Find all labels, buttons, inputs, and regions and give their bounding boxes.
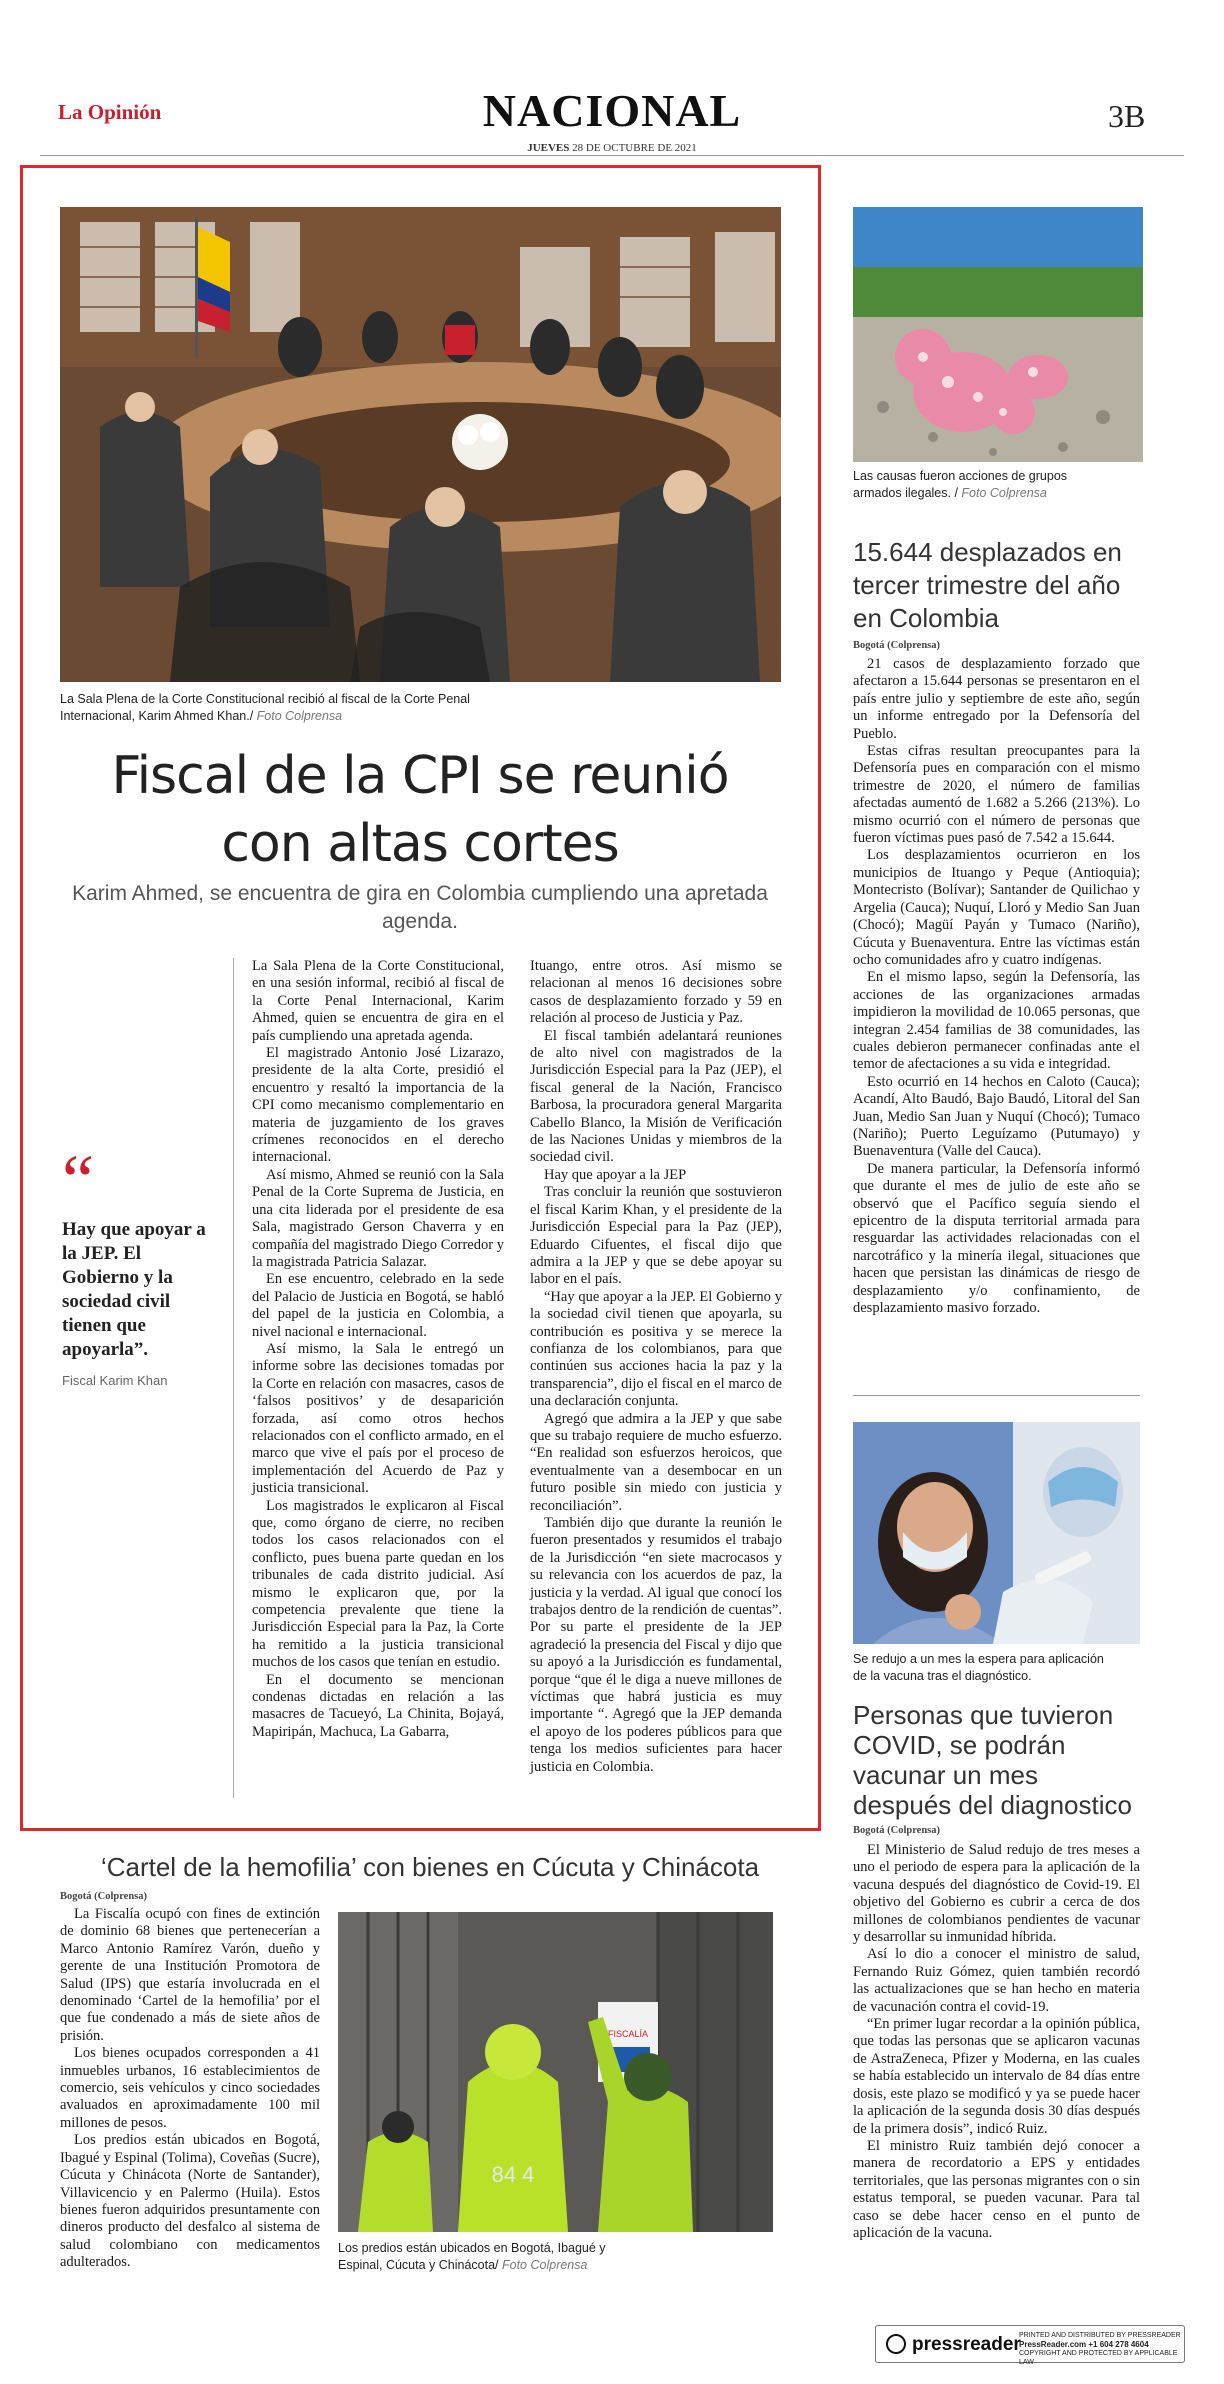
main-col2-p3: Tras concluir la reunión que sostuvieron el fiscal Karim Khan, y el presidente de la Jurisdicción Especial para la Paz (JEP), Eduardo Cifuentes, el fiscal dijo que admira a la JEP y que se debe apoyar su labor en el país. (530, 1184, 782, 1288)
main-col2-p5: Agregó que admira a la JEP y que sabe que su trabajo requiere de mucho esfuerzo. “En realidad son esfuerzos heroicos, que eventualmente van a desembocar en un futuro posible sin miedo con justicia y reconciliación”. (530, 1410, 782, 1514)
main-col1-p4: En ese encuentro, celebrado en la sede del Palacio de Justicia en Bogotá, se habló del papel de la justicia en Colombia, a nivel nacional e internacional. (252, 1271, 504, 1340)
hemofilia-headline: ‘Cartel de la hemofilia’ con bienes en Cúcuta y Chinácota (100, 1852, 760, 1882)
covid-p2: Así lo dio a conocer el ministro de salud, Fernando Ruiz Gómez, quien también recordó las actualizaciones que se han hecho en materia de vacunación contra el covid-19. (853, 1946, 1140, 2015)
police-caption-line1: Los predios están ubicados en Bogotá, Ibagué y (338, 2241, 606, 2255)
police-photo-credit: Foto Colprensa (502, 2258, 588, 2272)
pull-quote-author: Fiscal Karim Khan (62, 1373, 168, 1388)
displaced-p1: 21 casos de desplazamiento forzado que afectaron a 15.644 personas se presentaron en el país entre julio y septiembre de este año, según un informe entregado por la Defensoría del Pueblo. (853, 656, 1140, 742)
main-col2-p1: Ituango, entre otros. Así mismo se relacionan al menos 16 decisiones sobre casos de desplazamiento forzado y 59 en relación al proceso de Justicia y Paz. (530, 958, 782, 1027)
hemofilia-dateline: Bogotá (Colprensa) (60, 1891, 148, 1902)
court-meeting-photo (60, 207, 781, 682)
main-article-col2 (530, 958, 782, 1776)
pressreader-logo-icon (886, 2334, 906, 2354)
main-col2-subhead: Hay que apoyar a la JEP (544, 1166, 687, 1183)
quote-mark-icon: “ (62, 1140, 94, 1220)
vest-number-text: 84 4 (491, 2162, 535, 2187)
displaced-photo-credit: Foto Colprensa (961, 486, 1047, 500)
covid-p3: “En primer lugar recordar a la opinión pública, que todas las personas que se aplicaron vacunas de AstraZeneca, Pfizer y Moderna, en las cuales se había establecido un intervalo de 84 días entre dosis, este plazo se modificó y ya se puede hacer la aplicación de la segunda dosis 30 días después de la primera dosis”, indicó Ruiz. (853, 2016, 1140, 2137)
issue-date-day: JUEVES (527, 142, 570, 154)
hemofilia-body (60, 1906, 320, 2272)
police-photo (338, 1912, 773, 2232)
main-col1-p3: Así mismo, Ahmed se reunió con la Sala Penal de la Corte Suprema de Justicia, en una cita liderada por el presidente de esa Sala, magistrado Gerson Chaverra y en compañía del magistrado Diego Corredor y la magistrada Patricia Salazar. (252, 1166, 504, 1270)
main-col1-p1: La Sala Plena de la Corte Constitucional, en una sesión informal, recibió al fiscal de la Corte Penal Internacional, Karim Ahmed, quien se encuentra de gira en el país cumpliendo una apretada agenda. (252, 958, 504, 1044)
main-headline-line2: con altas cortes (221, 814, 619, 874)
police-photo-caption (338, 2240, 658, 2274)
header-rule (40, 155, 1184, 156)
section-title: NACIONAL (482, 85, 742, 136)
issue-date (0, 142, 1224, 154)
main-col2-p2: El fiscal también adelantará reuniones de alto nivel con magistrados de la Jurisdicción Especial para la Paz (JEP), el fiscal general de la Nación, Francisco Barbosa, la procuradora general Margarita Cabello Blanco, la Misión de Verificación de las Naciones Unidas y miembros de la sociedad civil. (530, 1027, 782, 1166)
newspaper-logo: La Opinión (58, 100, 162, 124)
covid-dateline: Bogotá (Colprensa) (853, 1825, 941, 1836)
main-col1-p2: El magistrado Antonio José Lizarazo, presidente de la alta Corte, presidió el encuentro y resaltó la importancia de la CPI como mecanismo complementario en materia de juzgamiento de los graves crímenes reconocidos en el derecho internacional. (252, 1045, 504, 1166)
vaccine-photo (853, 1422, 1140, 1644)
police-caption-line2: Espinal, Cúcuta y Chinácota/ (338, 2258, 499, 2272)
displaced-headline: 15.644 desplazados en tercer trimestre del año en Colombia (853, 537, 1122, 633)
displaced-body (853, 656, 1140, 1317)
police-caption-line2-wrap (338, 2257, 658, 2274)
pressreader-line2: PressReader.com +1 604 278 4604 (1019, 2340, 1149, 2349)
covid-p4: El ministro Ruiz también dejó conocer a manera de recordatorio a EPS y entidades territoriales, que las personas migrantes con o sin estatus temporal, se pueden vacunar. Para tal caso se debe hacer censo en el punto de aplicación de la vacuna. (853, 2137, 1140, 2241)
main-col1-p5: Así mismo, la Sala le entregó un informe sobre las decisiones tomadas por la Corte en relación con masacres, casos de ‘falsos positivos’ y de desaparición forzada, así como otros hechos relacionados con el conflicto armado, en el marco que vive el país por el proceso de implementación del Acuerdo de Paz y justicia transicional. (252, 1340, 504, 1497)
displaced-p3: Los desplazamientos ocurrieron en los municipios de Ituango y Peque (Antioquia); Montecristo (Bolívar); Santander de Quilichao y Argelia (Cauca); Nuquí, Lloró y Medio San Juan (Chocó); Magüí Payán y Tumaco (Nariño), Cúcuta y Buenaventura. Entre las víctimas están ocho comunidades afro y cuatro indígenas. (853, 847, 1140, 968)
covid-p1: El Ministerio de Salud redujo de tres meses a uno el periodo de espera para la aplicación de la vacuna después del diagnóstico de Covid-19. El objetivo del Gobierno es cubrir a cerca de dos millones de colombianos pendientes de vacunar y desarrollar su inmunidad híbrida. (853, 1842, 1140, 1946)
pressreader-badge[interactable] (875, 2325, 1185, 2366)
displaced-photo (853, 207, 1143, 462)
page-number: 3B (1108, 98, 1146, 134)
hemofilia-p2: Los bienes ocupados corresponden a 41 inmuebles urbanos, 16 establecimientos de comercio, seis vehículos y cinco sociedades avaluados en aproximadamente 100 mil millones de pesos. (60, 2045, 320, 2131)
displaced-p4: En el mismo lapso, según la Defensoría, las acciones de las organizaciones armadas impidieron la movilidad de 10.065 personas, que integran 2.454 familias de 38 comunidades, las cuales debieron permanecer confinadas ante el temor de afectaciones a su vida e integridad. (853, 969, 1140, 1073)
main-col1-p6: Los magistrados le explicaron al Fiscal que, como órgano de cierre, no reciben todos los casos relacionados con el conflicto, pues buena parte quedan en los tribunales de cada distrito judicial. Así mismo le explicaron que, por la competencia prevalente que tiene la Jurisdicción Especial para la Paz, la Corte ha remitido a la justicia transicional muchos de los casos que tenían en estudio. (252, 1497, 504, 1671)
police-seizure-illustration (338, 1912, 773, 2232)
covid-body (853, 1842, 1140, 2242)
pressreader-legal (1019, 2331, 1182, 2367)
right-column-rule (853, 1395, 1140, 1396)
main-col2-p4: “Hay que apoyar a la JEP. El Gobierno y la sociedad civil tienen que apoyarla, su contribución es positiva y se merece la confianza de los colombianos, para que continúen sus acciones hacia la paz y la transparencia”, dijo el fiscal en el marco de una declaración conjunta. (530, 1288, 782, 1410)
main-photo-credit: Foto Colprensa (256, 709, 343, 723)
vaccination-illustration (853, 1422, 1140, 1644)
main-col1-p7: En el documento se mencionan condenas dictadas en relación a las masacres de Tacueyó, La Chinita, Bojayá, Mapiripán, Machuca, La Gabarra, (252, 1671, 504, 1740)
hemofilia-p3: Los predios están ubicados en Bogotá, Ibagué y Espinal (Tolima), Coveñas (Sucre), Cúcuta y Chinácota (Norte de Santander), Villavicencio y en Palermo (Huila). Estos bienes fueron adquiridos presuntamente con dineros producto del desfalco al sistema de salud colombiano con medicamentos adulterados. (60, 2132, 320, 2271)
main-col2-p6: También dijo que durante la reunión le fueron presentados y resumidos el trabajo de la Jurisdicción “en siete macrocasos y su relevancia con los acuerdos de paz, la justicia y la verdad. Al igual que conocí los trabajos dentro de la rendición de cuentas”. Por su parte el presidente de la JEP agradeció la presencia del Fiscal y dijo que su apoyó a la Jurisdicción es fundamental, porque “que él le diga a nueve millones de víctimas que habrá justicia es muy importante “. Agregó que la JEP demanda el apoyo de los poderes públicos para que tenga los medios suficientes para hacer justicia en Colombia. (530, 1515, 782, 1775)
court-meeting-illustration (60, 207, 781, 682)
vaccine-photo-caption: Se redujo a un mes la espera para aplicación de la vacuna tras el diagnóstico. (853, 1652, 1104, 1683)
displaced-dateline: Bogotá (Colprensa) (853, 640, 941, 651)
displaced-photo-caption (853, 468, 1103, 502)
seizure-sign-text: FISCALÍA (607, 2029, 649, 2039)
main-article-col1 (252, 958, 504, 1741)
displaced-p6: De manera particular, la Defensoría informó que durante el mes de julio de este año se observó que el Pacífico seguía siendo el epicentro de la disputa territorial armada para resguardar las actividades relacionadas con el narcotráfico y la minería ilegal, situaciones que hacen que persistan las dinámicas de riesgo de desplazamiento y/o confinamiento, de desplazamiento masivo forzado. (853, 1160, 1140, 1317)
displaced-caption-text: Las causas fueron acciones de grupos armados ilegales. / (853, 469, 1068, 500)
hemofilia-p1: La Fiscalía ocupó con fines de extinción de dominio 68 bienes que pertenecerían a Marco Antonio Ramírez Varón, dueño y gerente de una Institución Promotora de Salud (IPS) que estaría involucrada en el denominado ‘Cartel de la hemofilia’ por el que fue condenado a más de siete años de prisión. (60, 1906, 320, 2044)
main-photo-caption (60, 691, 520, 725)
column-divider (233, 958, 234, 1798)
main-subhead: Karim Ahmed, se encuentra de gira en Colombia cumpliendo una apretada agenda. (72, 882, 768, 933)
pull-quote: Hay que apoyar a la JEP. El Gobierno y la sociedad civil tienen que apoyarla”. (62, 1219, 206, 1360)
main-photo-caption-text: La Sala Plena de la Corte Constitucional recibió al fiscal de la Corte Penal Internacional, Karim Ahmed Khan./ (60, 692, 470, 723)
main-headline-line1: Fiscal de la CPI se reunió (111, 746, 729, 806)
pressreader-line3: COPYRIGHT AND PROTECTED BY APPLICABLE LAW (1019, 2350, 1178, 2366)
teddy-bear-illustration (853, 207, 1143, 462)
pressreader-brand: pressreader (912, 2334, 1021, 2355)
displaced-p2: Estas cifras resultan preocupantes para la Defensoría pues en comparación con el mismo trimestre de 2020, el número de familias afectadas aumentó de 1.682 a 5.266 (213%). Lo mismo ocurrió con el número de personas que fueron víctimas pues pasó de 7.542 a 15.644. (853, 743, 1140, 847)
main-headline (40, 742, 800, 878)
pressreader-line1: PRINTED AND DISTRIBUTED BY PRESSREADER (1019, 2332, 1181, 2339)
covid-headline: Personas que tuvieron COVID, se podrán vacunar un mes después del diagnostico (853, 1700, 1132, 1820)
displaced-p5: Esto ocurrió en 14 hechos en Caloto (Cauca); Acandí, Alto Baudó, Bajo Baudó, Litoral del San Juan, Medio San Juan y Nuquí (Chocó); Tumaco (Nariño); Puerto Leguízamo (Putumayo) y Buenaventura (Valle del Cauca). (853, 1073, 1140, 1160)
issue-date-rest: 28 DE OCTUBRE DE 2021 (572, 142, 697, 154)
